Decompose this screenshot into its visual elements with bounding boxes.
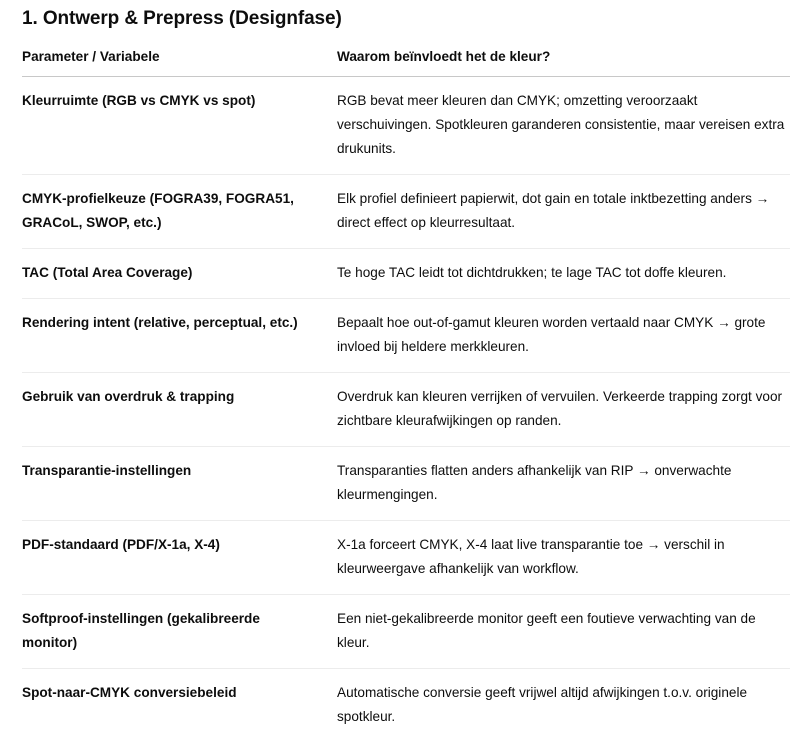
table-row — [22, 669, 790, 742]
section-title: 1. Ontwerp & Prepress (Designfase) — [22, 6, 790, 32]
table-body — [22, 77, 790, 742]
row-reason: X-1a forceert CMYK, X-4 laat live transparantie toe → verschil in kleurweergave afhankelijk van workflow. — [337, 521, 790, 595]
row-parameter: CMYK-profielkeuze (FOGRA39, FOGRA51, GRACoL, SWOP, etc.) — [22, 175, 337, 249]
row-parameter: Softproof-instellingen (gekalibreerde monitor) — [22, 595, 337, 669]
row-parameter: Kleurruimte (RGB vs CMYK vs spot) — [22, 77, 337, 175]
header-parameter: Parameter / Variabele — [22, 42, 337, 77]
row-reason: Een niet-gekalibreerde monitor geeft een foutieve verwachting van de kleur. — [337, 595, 790, 669]
row-parameter: Spot-naar-CMYK conversiebeleid — [22, 669, 337, 742]
table-row — [22, 249, 790, 299]
row-reason: Automatische conversie geeft vrijwel altijd afwijkingen t.o.v. originele spotkleur. — [337, 669, 790, 742]
row-reason: Transparanties flatten anders afhankelijk van RIP → onverwachte kleurmengingen. — [337, 447, 790, 521]
table-header-row — [22, 42, 790, 77]
row-reason: Bepaalt hoe out-of-gamut kleuren worden vertaald naar CMYK → grote invloed bij heldere merkkleuren. — [337, 299, 790, 373]
row-parameter: Rendering intent (relative, perceptual, etc.) — [22, 299, 337, 373]
table-row — [22, 175, 790, 249]
header-reason: Waarom beïnvloedt het de kleur? — [337, 42, 790, 77]
row-parameter: Transparantie-instellingen — [22, 447, 337, 521]
parameter-table — [22, 42, 790, 742]
table-row — [22, 77, 790, 175]
table-row — [22, 373, 790, 447]
row-parameter: TAC (Total Area Coverage) — [22, 249, 337, 299]
table-row — [22, 595, 790, 669]
row-reason: Elk profiel definieert papierwit, dot gain en totale inktbezetting anders → direct effect op kleurresultaat. — [337, 175, 790, 249]
table-row — [22, 447, 790, 521]
row-parameter: PDF-standaard (PDF/X-1a, X-4) — [22, 521, 337, 595]
table-row — [22, 299, 790, 373]
table-header — [22, 42, 790, 77]
table-row — [22, 521, 790, 595]
row-reason: RGB bevat meer kleuren dan CMYK; omzetting veroorzaakt verschuivingen. Spotkleuren garanderen consistentie, maar vereisen extra drukunits. — [337, 77, 790, 175]
row-reason: Overdruk kan kleuren verrijken of vervuilen. Verkeerde trapping zorgt voor zichtbare kleurafwijkingen op randen. — [337, 373, 790, 447]
row-reason: Te hoge TAC leidt tot dichtdrukken; te lage TAC tot doffe kleuren. — [337, 249, 790, 299]
row-parameter: Gebruik van overdruk & trapping — [22, 373, 337, 447]
